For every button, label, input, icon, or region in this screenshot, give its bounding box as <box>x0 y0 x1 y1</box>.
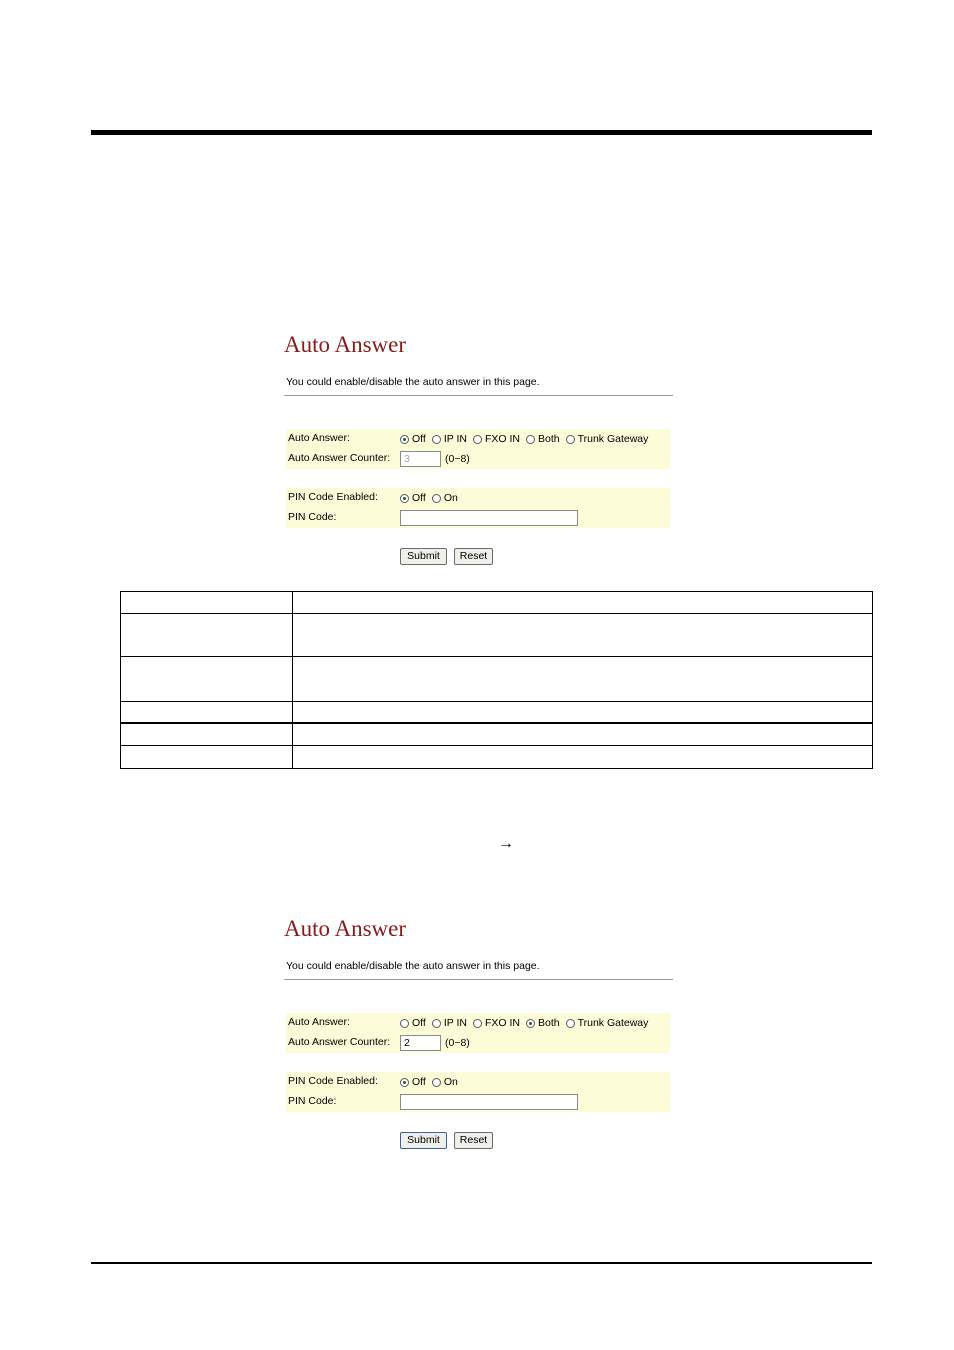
table-row <box>121 592 873 614</box>
auto-answer-option-fxo-in[interactable]: FXO IN <box>473 433 520 445</box>
auto-answer-counter-label: Auto Answer Counter: <box>288 452 391 464</box>
counter-range-hint: (0~8) <box>445 453 470 465</box>
pin-enabled-radio-group <box>400 1072 464 1092</box>
table-row <box>121 614 873 657</box>
pin-code-input[interactable] <box>400 510 578 526</box>
pin-code-row <box>286 508 670 528</box>
footer-rule <box>91 1262 872 1264</box>
auto-answer-option-both[interactable]: Both <box>526 1017 560 1029</box>
pin-code-label: PIN Code: <box>288 1095 337 1107</box>
auto-answer-counter-input[interactable]: 2 <box>400 1035 441 1051</box>
radio-button-icon[interactable] <box>400 494 409 503</box>
pin-enabled-row <box>286 488 670 508</box>
radio-button-icon[interactable] <box>432 1078 441 1087</box>
auto-answer-row <box>286 429 670 449</box>
table-row <box>121 657 873 701</box>
radio-button-icon[interactable] <box>473 1019 482 1028</box>
panel-description: You could enable/disable the auto answer in this page. <box>286 376 540 388</box>
description-table <box>120 591 873 769</box>
radio-button-icon[interactable] <box>473 435 482 444</box>
submit-button[interactable]: Submit <box>400 1132 447 1149</box>
pin-code-row <box>286 1092 670 1112</box>
counter-range-hint: (0~8) <box>445 1037 470 1049</box>
pin-enabled-option-off[interactable]: Off <box>400 1076 426 1088</box>
auto-answer-option-off[interactable]: Off <box>400 1017 426 1029</box>
radio-button-icon[interactable] <box>432 435 441 444</box>
radio-button-icon[interactable] <box>566 435 575 444</box>
auto-answer-panel-1 <box>283 332 683 572</box>
auto-answer-counter-row <box>286 449 670 469</box>
radio-button-icon[interactable] <box>400 435 409 444</box>
radio-button-icon[interactable] <box>432 494 441 503</box>
panel-title: Auto Answer <box>284 916 407 941</box>
pin-enabled-label: PIN Code Enabled: <box>288 1075 378 1087</box>
auto-answer-radio-group <box>400 429 654 449</box>
arrow-right-icon: → <box>498 835 514 852</box>
auto-answer-counter-label: Auto Answer Counter: <box>288 1036 391 1048</box>
auto-answer-label: Auto Answer: <box>288 1016 350 1028</box>
radio-button-icon[interactable] <box>400 1078 409 1087</box>
reset-button[interactable]: Reset <box>454 1132 493 1149</box>
auto-answer-option-trunk-gateway[interactable]: Trunk Gateway <box>566 433 649 445</box>
panel-title: Auto Answer <box>284 332 407 357</box>
auto-answer-row <box>286 1013 670 1033</box>
auto-answer-option-off[interactable]: Off <box>400 433 426 445</box>
auto-answer-counter-row <box>286 1033 670 1053</box>
panel-divider <box>284 395 673 396</box>
pin-enabled-option-off[interactable]: Off <box>400 492 426 504</box>
auto-answer-option-both[interactable]: Both <box>526 433 560 445</box>
radio-button-icon[interactable] <box>400 1019 409 1028</box>
pin-enabled-option-on[interactable]: On <box>432 492 458 504</box>
panel-description: You could enable/disable the auto answer in this page. <box>286 960 540 972</box>
radio-button-icon[interactable] <box>526 1019 535 1028</box>
panel-divider <box>284 979 673 980</box>
radio-button-icon[interactable] <box>432 1019 441 1028</box>
auto-answer-radio-group <box>400 1013 654 1033</box>
submit-button[interactable]: Submit <box>400 548 447 565</box>
radio-button-icon[interactable] <box>566 1019 575 1028</box>
auto-answer-option-ip-in[interactable]: IP IN <box>432 1017 467 1029</box>
pin-enabled-option-on[interactable]: On <box>432 1076 458 1088</box>
pin-enabled-label: PIN Code Enabled: <box>288 491 378 503</box>
pin-enabled-radio-group <box>400 488 464 508</box>
auto-answer-label: Auto Answer: <box>288 432 350 444</box>
pin-enabled-row <box>286 1072 670 1092</box>
radio-button-icon[interactable] <box>526 435 535 444</box>
reset-button[interactable]: Reset <box>454 548 493 565</box>
header-rule <box>91 130 872 135</box>
auto-answer-counter-input[interactable]: 3 <box>400 451 441 467</box>
auto-answer-option-ip-in[interactable]: IP IN <box>432 433 467 445</box>
pin-code-label: PIN Code: <box>288 511 337 523</box>
pin-code-input[interactable] <box>400 1094 578 1110</box>
table-row <box>121 745 873 768</box>
table-row <box>121 723 873 745</box>
auto-answer-option-fxo-in[interactable]: FXO IN <box>473 1017 520 1029</box>
table-row <box>121 701 873 723</box>
auto-answer-panel-2 <box>283 916 683 1156</box>
auto-answer-option-trunk-gateway[interactable]: Trunk Gateway <box>566 1017 649 1029</box>
